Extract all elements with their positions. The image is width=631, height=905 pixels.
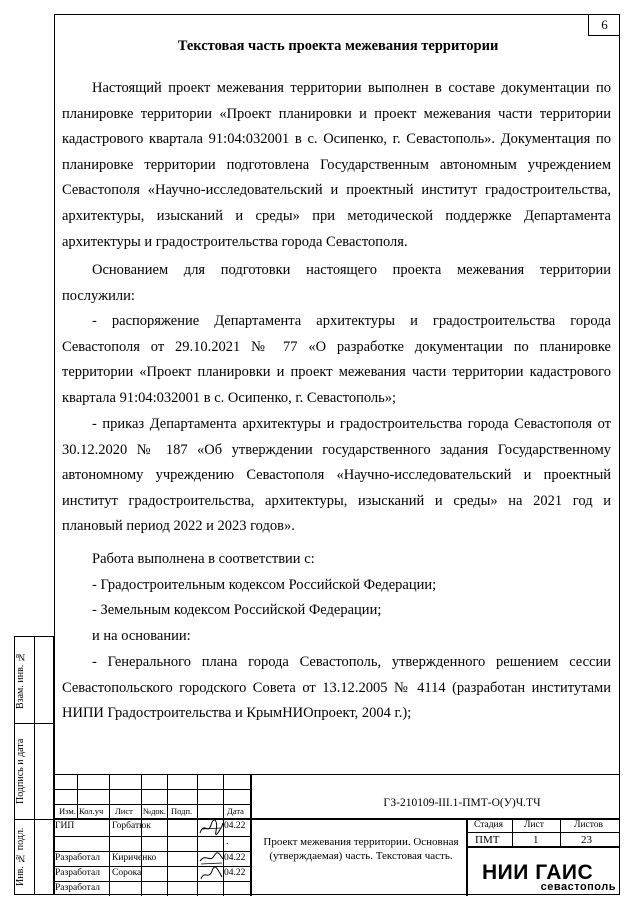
side-label-podpis: Подпись и дата <box>15 738 26 805</box>
list-intro: Работа выполнена в соответствии с: <box>92 551 315 567</box>
title-block <box>54 774 620 896</box>
name-cell: Горбатюк <box>112 821 151 831</box>
page-number: 6 <box>588 14 620 36</box>
logo-subtext: севастополь <box>540 881 616 893</box>
header-list: Лист <box>115 806 133 816</box>
document-title: Текстовая часть проекта межевания территории <box>177 38 499 54</box>
paragraph-intro: Настоящий проект межевания территории выполнен в составе документации по планировке территории «Проект планировки и проект межевания части территории кадастрового квартала 91:04:032001 в с. Осипенко, г. Севастополь». Документация по планировке территории подготовлена Государственным автономным учреждением Севастополя «Научно-исследовательский и проектный институт градостроительства, архитектуры, изысканий и среды» при методической поддержке Департамента архитектуры и градостроительства города Севастополя. <box>62 80 611 250</box>
organization-logo <box>472 861 620 895</box>
date-cell: 04.22 <box>224 853 246 863</box>
role-cell: Разработал <box>55 868 100 878</box>
side-stamp <box>14 636 54 895</box>
header-data: Дата <box>227 806 244 816</box>
paragraph-order-1: - распоряжение Департамента архитектуры и градостроительства города Севастополя от 29.10.2021 № 77 «О разработке документации по планировке территории «Проект планировки и проект межевания части территории кадастрового квартала 91:04:032001 в с. Осипенко, г. Севастополь»; <box>62 313 611 406</box>
header-izm: Изм. <box>59 806 76 816</box>
role-cell: Разработал <box>55 853 100 863</box>
stage-label: Стадия <box>474 820 503 830</box>
signature-icon <box>198 819 224 837</box>
role-cell: ГИП <box>55 821 75 831</box>
document-code: ГЗ-210109-III.1-ПМТ-О(У)Ч.ТЧ <box>383 797 541 809</box>
list-intro: и на основании: <box>92 628 191 644</box>
name-cell: Кириченко <box>112 853 157 863</box>
header-podp: Подп. <box>171 806 193 816</box>
stage-value: ПМТ <box>475 834 500 846</box>
date-cell: . <box>226 837 229 847</box>
sheet-value: 1 <box>533 834 539 846</box>
signature-icon <box>198 851 224 867</box>
side-label-vzam: Взам. инв. № <box>15 651 26 709</box>
sheets-label: Листов <box>574 820 604 830</box>
date-cell: 04.22 <box>224 868 246 878</box>
header-koluch: Кол.уч <box>79 806 104 816</box>
sheet-description: Проект межевания территории. Основная (утверждаемая) часть. Текстовая часть. <box>263 836 459 862</box>
logo-text: НИИ ГАИС <box>482 861 594 884</box>
sheet-label: Лист <box>524 820 544 830</box>
paragraph-general-plan: - Генерального плана города Севастополь, утвержденного решением сессии Севастопольского городского Совета от 13.12.2005 № 4114 (разработан институтами НИПИ Градостроительства и КрымНИОпроект, 2004 г.); <box>62 654 611 722</box>
header-ndok: №док. <box>143 806 166 816</box>
signature-icon <box>198 867 224 883</box>
list-item: - Земельным кодексом Российской Федерации; <box>92 602 382 618</box>
paragraph-order-2: - приказ Департамента архитектуры и градостроительства города Севастополя от 30.12.2020 № 187 «Об утверждении государственного задания Государственному автономному учреждению Севастополя «Научно-исследовательский и проектный институт градостроительства, архитектуры, изысканий и среды» на 2021 год и плановый период 2022 и 2023 годов». <box>62 416 611 535</box>
role-cell: Разработал <box>55 883 100 893</box>
paragraph-basis: Основанием для подготовки настоящего проекта межевания территории послужили: <box>62 262 611 304</box>
side-label-inv: Инв. № подл. <box>15 827 26 887</box>
date-cell: 04.22 <box>224 821 246 831</box>
list-item: - Градостроительным кодексом Российской Федерации; <box>92 577 437 593</box>
sheets-value: 23 <box>581 834 592 846</box>
name-cell: Сорока <box>112 868 142 878</box>
